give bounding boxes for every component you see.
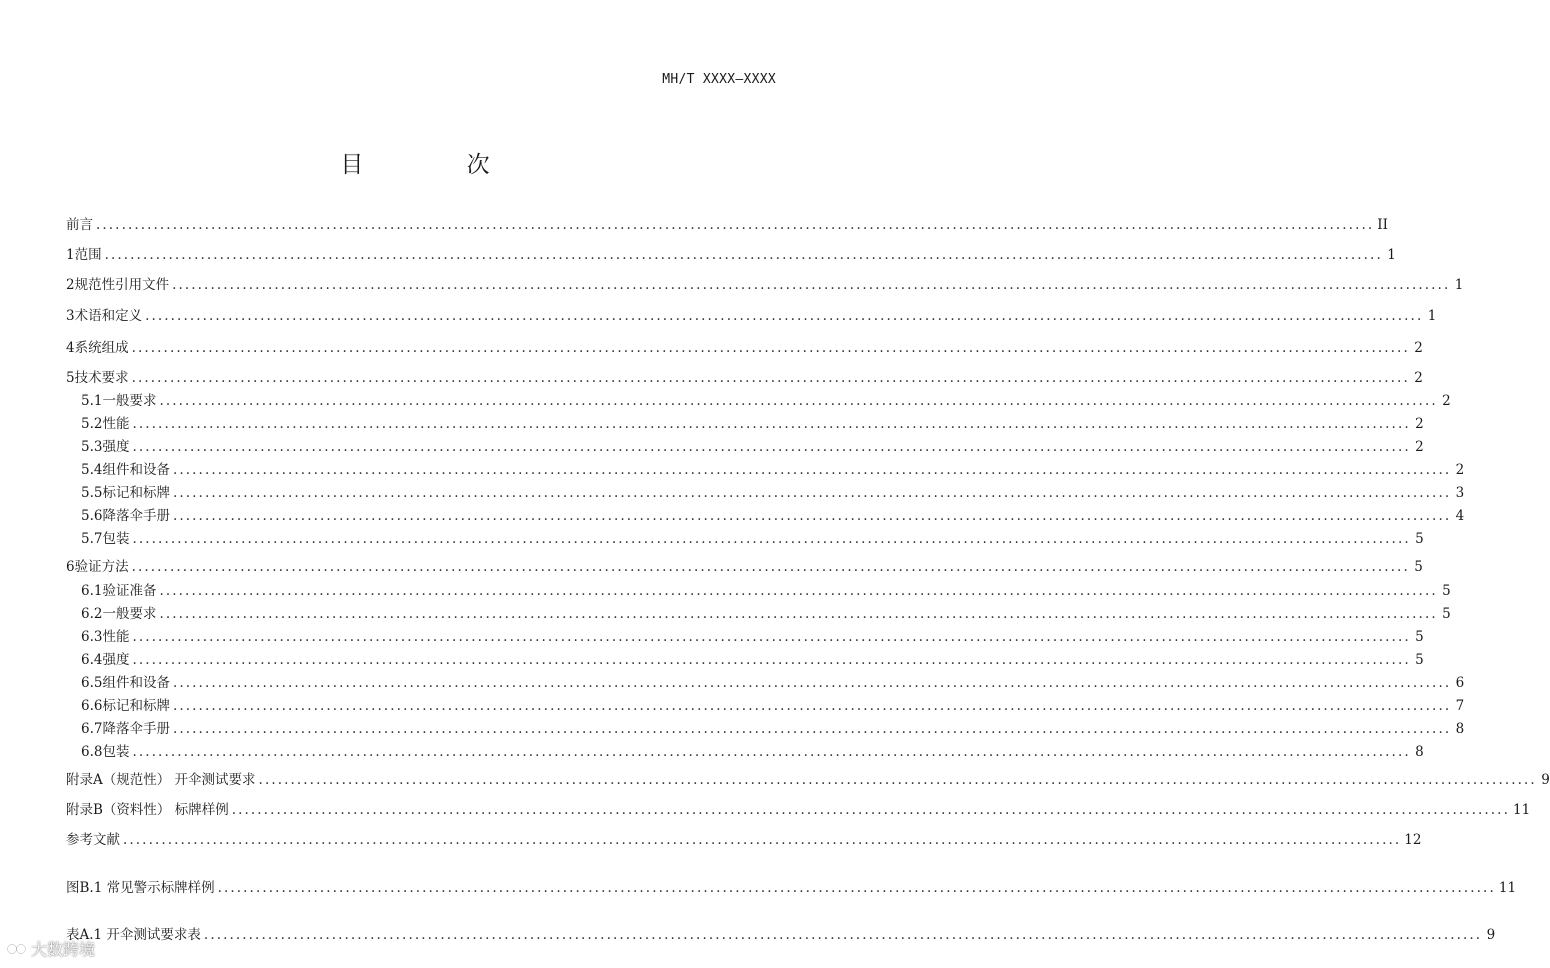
toc-entry-page: 5	[1415, 629, 1424, 645]
toc-entry[interactable]	[81, 673, 1465, 693]
toc-entry[interactable]	[66, 557, 1423, 577]
toc-entry-number: 6.5	[81, 675, 103, 691]
toc-entry-label: 标记和标牌	[102, 698, 170, 714]
toc-entry[interactable]	[66, 245, 1396, 265]
toc-leader-dots: ........................................................................................................................................................................................................	[132, 439, 1411, 455]
toc-entry-number: 6.6	[81, 698, 103, 714]
toc-entry-number: 6.8	[81, 744, 103, 760]
page-title: 目 次	[340, 152, 538, 178]
toc-entry-page: 1	[1387, 247, 1396, 263]
toc-entry-number: 6.4	[81, 652, 103, 668]
toc-entry-label: 附录A（规范性） 开伞测试要求	[66, 772, 256, 788]
toc-entry-page: 2	[1414, 340, 1423, 356]
toc-entry[interactable]	[81, 604, 1451, 624]
toc-leader-dots: ........................................................................................................................................................................................................	[172, 698, 1452, 714]
toc-entry-label: 一般要求	[102, 393, 157, 409]
toc-entry-page: 7	[1455, 698, 1465, 714]
toc-leader-dots: ........................................................................................................................................................................................................	[258, 772, 1537, 788]
toc-entry[interactable]	[81, 460, 1465, 480]
toc-entry-page: 1	[1454, 277, 1464, 293]
toc-leader-dots: ........................................................................................................................................................................................................	[172, 675, 1452, 691]
toc-entry[interactable]	[81, 742, 1424, 762]
toc-entry-number: 6.1	[81, 583, 103, 599]
toc-entry-number: 5.2	[81, 416, 103, 432]
toc-entry-page: 3	[1455, 485, 1465, 501]
toc-entry[interactable]	[81, 581, 1451, 601]
toc-entry-label: 规范性引用文件	[74, 277, 170, 293]
toc-entry-number: 5.1	[81, 393, 103, 409]
toc-entry-label: 前言	[66, 217, 93, 233]
toc-entry-number: 4	[66, 340, 75, 356]
toc-entry-number: 5.3	[81, 439, 103, 455]
toc-entry-page: 4	[1455, 508, 1465, 524]
toc-entry-label: 一般要求	[102, 606, 157, 622]
toc-leader-dots: ........................................................................................................................................................................................................	[172, 508, 1452, 524]
toc-entry-label: 性能	[102, 629, 130, 645]
toc-leader-dots: ........................................................................................................................................................................................................	[172, 277, 1451, 293]
toc-entry-page: 8	[1415, 744, 1424, 760]
toc-leader-dots: ........................................................................................................................................................................................................	[123, 832, 1402, 848]
toc-entry-label: 降落伞手册	[102, 508, 170, 524]
toc-entry[interactable]	[66, 368, 1423, 388]
toc-entry-label: 验证准备	[102, 583, 157, 599]
toc-entry[interactable]	[66, 925, 1496, 945]
toc-entry-label: 附录B（资料性） 标牌样例	[66, 802, 229, 818]
toc-entry-page: 6	[1455, 675, 1465, 691]
watermark	[6, 937, 95, 960]
watermark-logo-icon	[6, 941, 28, 957]
toc-entry[interactable]	[81, 650, 1424, 670]
toc-leader-dots: ........................................................................................................................................................................................................	[132, 531, 1411, 547]
toc-leader-dots: ........................................................................................................................................................................................................	[159, 393, 1438, 409]
toc-entry[interactable]	[81, 414, 1424, 434]
toc-entry-label: 包装	[102, 744, 130, 760]
toc-entry[interactable]	[66, 830, 1422, 850]
toc-entry-label: 技术要求	[74, 370, 129, 386]
toc-entry[interactable]	[81, 696, 1465, 716]
document-code: MH/T XXXX—XXXX	[662, 72, 776, 87]
toc-entry-label: 组件和设备	[102, 462, 170, 478]
toc-leader-dots: ........................................................................................................................................................................................................	[132, 629, 1411, 645]
toc-leader-dots: ........................................................................................................................................................................................................	[131, 559, 1410, 575]
toc-entry-number: 3	[66, 308, 75, 324]
toc-entry[interactable]	[66, 878, 1517, 898]
toc-entry-label: 表A.1 开伞测试要求表	[66, 927, 201, 943]
toc-entry-number: 5	[66, 370, 75, 386]
toc-entry-number: 6.7	[81, 721, 103, 737]
toc-entry-label: 强度	[102, 439, 130, 455]
toc-leader-dots: ........................................................................................................................................................................................................	[159, 583, 1438, 599]
toc-entry-number: 6.2	[81, 606, 103, 622]
toc-entry-page: 5	[1414, 559, 1423, 575]
toc-entry-page: 9	[1541, 772, 1550, 788]
toc-entry-label: 验证方法	[74, 559, 129, 575]
toc-entry-label: 术语和定义	[74, 308, 143, 324]
toc-entry-label: 标记和标牌	[102, 485, 170, 501]
toc-entry-page: 2	[1442, 393, 1451, 409]
toc-entry[interactable]	[81, 529, 1424, 549]
toc-entry[interactable]	[66, 275, 1464, 295]
toc-entry-page: 11	[1512, 802, 1531, 818]
toc-leader-dots: ........................................................................................................................................................................................................	[172, 721, 1452, 737]
toc-entry-page: 8	[1455, 721, 1465, 737]
toc-entry-page: II	[1377, 217, 1388, 233]
toc-entry[interactable]	[81, 437, 1424, 457]
toc-entry[interactable]	[81, 627, 1424, 647]
toc-entry-number: 5.6	[81, 508, 103, 524]
toc-entry-label: 强度	[102, 652, 130, 668]
toc-entry-label: 图B.1 常见警示标牌样例	[66, 880, 215, 896]
toc-entry-number: 5.4	[81, 462, 103, 478]
toc-entry-page: 11	[1498, 880, 1517, 896]
toc-entry-number: 2	[66, 277, 75, 293]
toc-leader-dots: ........................................................................................................................................................................................................	[132, 744, 1411, 760]
toc-entry-number: 1	[66, 247, 75, 263]
toc-entry-page: 2	[1414, 370, 1423, 386]
toc-entry[interactable]	[66, 770, 1550, 790]
toc-entry[interactable]	[66, 338, 1423, 358]
toc-entry[interactable]	[81, 483, 1465, 503]
toc-leader-dots: ........................................................................................................................................................................................................	[203, 927, 1483, 943]
toc-entry[interactable]	[66, 306, 1437, 326]
toc-entry-page: 5	[1442, 606, 1451, 622]
toc-leader-dots: ........................................................................................................................................................................................................	[172, 462, 1452, 478]
toc-leader-dots: ........................................................................................................................................................................................................	[159, 606, 1438, 622]
toc-leader-dots: ........................................................................................................................................................................................................	[104, 247, 1383, 263]
toc-entry-number: 5.5	[81, 485, 103, 501]
watermark-text: 大数跨境	[31, 940, 96, 959]
toc-entry-label: 包装	[102, 531, 130, 547]
toc-entry-label: 性能	[102, 416, 130, 432]
toc-entry-number: 6	[66, 559, 75, 575]
toc-entry-label: 降落伞手册	[102, 721, 170, 737]
toc-entry-page: 2	[1415, 416, 1424, 432]
toc-entry-page: 2	[1415, 439, 1424, 455]
toc-entry-page: 12	[1404, 832, 1422, 848]
toc-entry-page: 2	[1455, 462, 1465, 478]
toc-leader-dots: ........................................................................................................................................................................................................	[131, 370, 1410, 386]
toc-leader-dots: ........................................................................................................................................................................................................	[231, 802, 1510, 818]
toc-entry[interactable]	[66, 215, 1388, 235]
toc-leader-dots: ........................................................................................................................................................................................................	[217, 880, 1496, 896]
toc-entry[interactable]	[81, 719, 1465, 739]
toc-entry-label: 系统组成	[74, 340, 129, 356]
toc-entry-page: 9	[1486, 927, 1496, 943]
toc-entry-number: 5.7	[81, 531, 103, 547]
toc-entry-page: 1	[1427, 308, 1437, 324]
toc-entry-label: 参考文献	[66, 832, 120, 848]
toc-leader-dots: ........................................................................................................................................................................................................	[145, 308, 1424, 324]
toc-leader-dots: ........................................................................................................................................................................................................	[172, 485, 1452, 501]
toc-entry[interactable]	[81, 506, 1465, 526]
toc-leader-dots: ........................................................................................................................................................................................................	[96, 217, 1375, 233]
toc-leader-dots: ........................................................................................................................................................................................................	[132, 652, 1411, 668]
toc-entry[interactable]	[66, 800, 1531, 820]
toc-entry-page: 5	[1415, 652, 1424, 668]
toc-entry-label: 范围	[74, 247, 102, 263]
toc-entry[interactable]	[81, 391, 1451, 411]
toc-leader-dots: ........................................................................................................................................................................................................	[132, 416, 1411, 432]
toc-leader-dots: ........................................................................................................................................................................................................	[131, 340, 1410, 356]
toc-entry-label: 组件和设备	[102, 675, 170, 691]
toc-entry-number: 6.3	[81, 629, 103, 645]
toc-entry-page: 5	[1442, 583, 1451, 599]
toc-entry-page: 5	[1415, 531, 1424, 547]
